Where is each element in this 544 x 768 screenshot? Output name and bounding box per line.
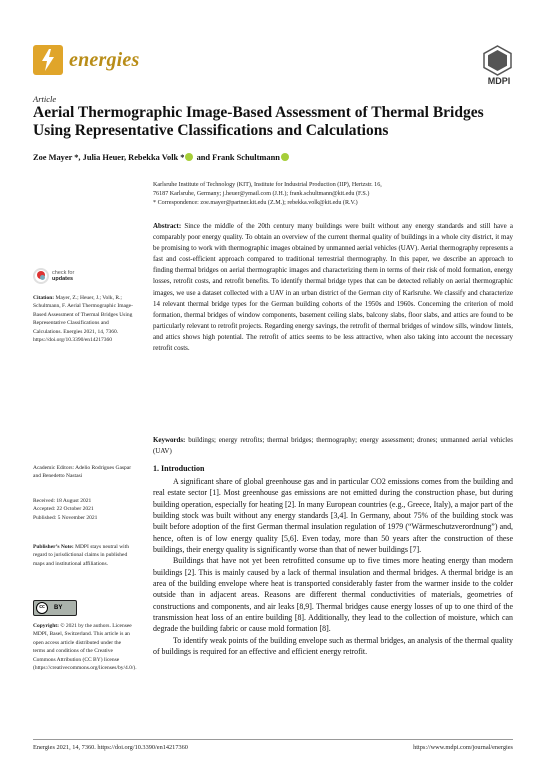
copyright-text: © 2021 by the authors. Licensee MDPI, Basel, Switzerland. This article is an open access article distributed under the terms and conditions of the Creative Commons Attribution (CC BY) license (https://creativecommons.org/licenses/by/4.0/).: [33, 623, 137, 672]
affiliations: [153, 181, 513, 208]
journal-name: energies: [69, 48, 140, 71]
footer-journal-url[interactable]: https://www.mdpi.com/journal/energies: [413, 744, 513, 751]
citation-block: [33, 294, 133, 344]
editors-label: Academic Editors:: [33, 465, 75, 471]
affiliation-line: 76187 Karlsruhe, Germany; j.heuer@ymail.com (J.H.); frank.schultmann@kit.edu (F.S.): [153, 191, 370, 197]
footer-divider: [33, 739, 513, 740]
cc-by-license-badge[interactable]: [33, 600, 77, 616]
section-heading: 1. Introduction: [153, 464, 205, 473]
article-type: Article: [33, 94, 57, 104]
license-type: BY: [54, 605, 63, 611]
check-updates-line: updates: [52, 276, 74, 282]
footer-citation[interactable]: Energies 2021, 14, 7360. https://doi.org/10.3390/en14217360: [33, 744, 188, 751]
affiliation-line: Karlsruhe Institute of Technology (KIT), Institute for Industrial Production (IIP), Hertzstr. 16,: [153, 182, 382, 188]
author-name[interactable]: Zoe Mayer *,: [33, 153, 81, 162]
abstract-label: Abstract:: [153, 222, 182, 230]
published-date: Published: 5 November 2021: [33, 514, 98, 521]
note-label: Publisher’s Note:: [33, 544, 74, 550]
author-list: [33, 153, 513, 162]
received-date: Received: 18 August 2021: [33, 498, 92, 504]
keywords: [153, 435, 513, 457]
journal-lightning-icon: [33, 45, 63, 75]
check-updates-line: check for: [52, 270, 75, 276]
publisher-name: MDPI: [487, 76, 511, 86]
check-for-updates-button[interactable]: [33, 268, 74, 284]
paragraph: To identify weak points of the building envelope such as thermal bridges, an analysis of the thermal quality of buildings is required for an effective and efficient energy retrofit.: [153, 635, 513, 657]
editors-text: Adelio Rodrigues Gaspar and Benedetto Nastasi: [33, 465, 132, 480]
author-name[interactable]: Julia Heuer,: [82, 153, 127, 162]
dates-block: [33, 497, 133, 522]
abstract-text: Since the middle of the 20th century many buildings were built without any energy standards and still have a comparably poor energy quality. To obtain an overview of the current thermal quality of buildings in a whole city district, it may be promising to work with thermographic images obtained by unmanned aerial vehicles (UAV). Aerial thermography represents a fast and cost-efficient approach compared to traditional terrestrial thermography. In this paper, we describe an approach to finding thermal bridges on aerial thermographic images and characterizing them in terms of their risk of mold formation, energy losses, retrofit costs, and retrofit benefits. To identify thermal bridge types that can be detected reliably on aerial thermographic images, we use a dataset collected with a UAV in an urban district of the German city of Karlsruhe. We classify and characterize 14 relevant thermal bridge types for the German building cohorts of the 1950s and 1960s. Concerning the criterion of mold formation, thermal bridges of window components, basement ceiling slabs, balcony slabs, floor slabs, and attics are found to be particularly relevant to retrofit projects. Regarding energy savings, the retrofit of thermal bridges of window sills, window lintels, and attics shows high potential. The retrofit of attics seems to be less attractive, when also taking into account the necessary retrofit costs.: [153, 222, 513, 353]
paragraph: Buildings that have not yet been retrofitted consume up to five times more heating energy than modern buildings [2]. This is mainly caused by a lack of thermal insulation and thermal bridges. A thermal bridge is an area of the building envelope where heat is transported considerably faster from the warmer inside to the colder outside than in adjacent areas. Reasons are different thermal conductivities of materials, geometries of constructions and components, and air leaks [8,9]. Thermal bridges cause energy losses of up to one third of the transmission heat loss of an entire building [8]. Additionally, they lead to the collection of moisture, which can degrade the building fabric or cause mold formation [8].: [153, 556, 513, 634]
note-text: MDPI stays neutral with regard to jurisdictional claims in published maps and institutional affiliations.: [33, 544, 129, 567]
keywords-text: buildings; energy retrofits; thermal bridges; thermography; energy assessment; drones; unmanned aerial vehicles (UAV): [153, 436, 514, 455]
keywords-label: Keywords:: [153, 436, 186, 444]
page-footer: [33, 744, 513, 751]
correspondence-line: * Correspondence: zoe.mayer@partner.kit.edu (Z.M.); rebekka.volk@kit.edu (R.V.): [153, 200, 358, 206]
check-updates-icon: [33, 268, 49, 284]
journal-logo[interactable]: [33, 45, 139, 75]
orcid-icon[interactable]: [281, 153, 289, 161]
abstract: [153, 221, 513, 354]
editors-block: [33, 464, 133, 481]
author-name[interactable]: and Frank Schultmann: [196, 153, 280, 162]
copyright-label: Copyright:: [33, 623, 59, 629]
creative-commons-icon: cc: [36, 602, 48, 614]
body-text: [153, 476, 513, 658]
publisher-note: [33, 543, 133, 568]
citation-label: Citation:: [33, 295, 55, 301]
copyright-block: [33, 622, 137, 672]
orcid-icon[interactable]: [185, 153, 193, 161]
paragraph: A significant share of global greenhouse gas and in particular CO2 emissions comes from the building and real estate sector [1]. Most greenhouse gas emissions are not emitted during the construction phase, but during building operation, especially for heating [2]. In many European countries (e.g., Greece, Italy), a major part of the building stock was built without any energy standards [3,4]. In Germany, about 75% of the building stock was built before adoption of the first German thermal insulation regulation of 1979 (“Wärmeschutzverordnung”) and, hence, often is of low energy quality [5,6]. Even today, more than 50 years after the construction of these buildings, their energy quality is significantly worse than that of newer buildings [7].: [153, 477, 513, 555]
article-title: Aerial Thermographic Image-Based Assessment of Thermal Bridges Using Representative Classifications and Calculations: [33, 104, 484, 139]
accepted-date: Accepted: 22 October 2021: [33, 506, 94, 513]
mdpi-logo-icon[interactable]: [482, 45, 513, 76]
author-name[interactable]: Rebekka Volk *: [128, 153, 185, 162]
citation-text: Mayer, Z.; Heuer, J.; Volk, R.; Schultmann, F. Aerial Thermographic Image-Based Assessment of Thermal Bridges Using Representative Classifications and Calculations. Energies 2021, 14, 7360. https://doi.org/10.3390/en14217360: [33, 295, 133, 344]
